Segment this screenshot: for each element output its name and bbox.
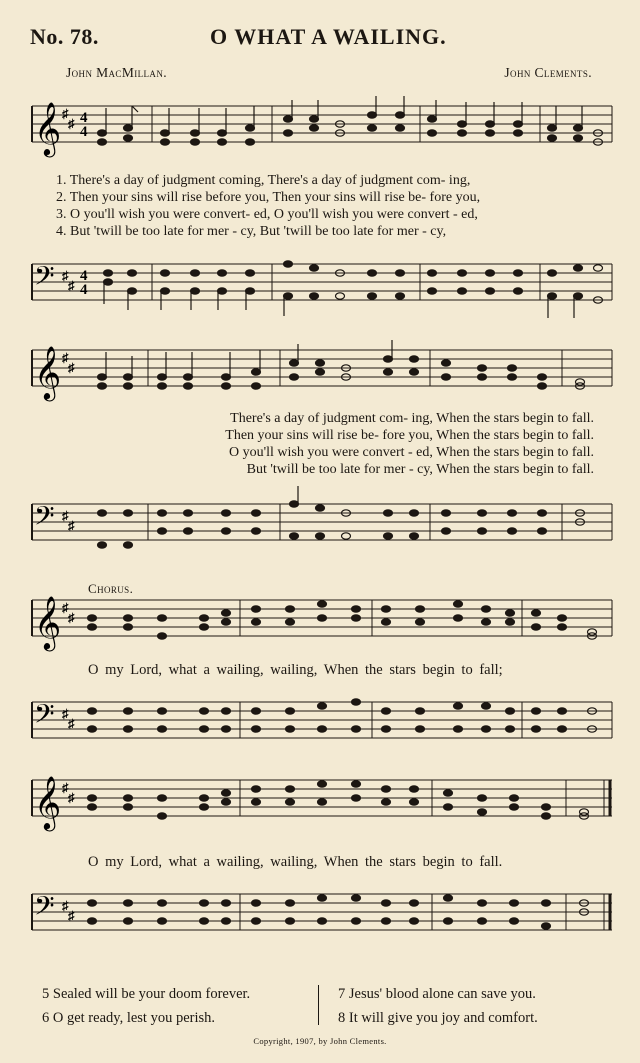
svg-text:𝄞: 𝄞 <box>34 595 62 649</box>
svg-text:♯: ♯ <box>68 610 75 625</box>
refrain-lyrics <box>225 410 594 478</box>
svg-text:4: 4 <box>80 268 88 284</box>
bass-clef-icon: 𝄢 <box>34 260 55 298</box>
svg-text:♯: ♯ <box>62 780 69 795</box>
key-signature-icon: ♯ <box>62 106 69 121</box>
svg-text:♯: ♯ <box>62 600 69 615</box>
svg-text:♯: ♯ <box>62 268 69 283</box>
chorus-lyric-line-2: O my Lord, what a wailing, wailing, When the stars begin to fall. <box>88 854 503 870</box>
divider <box>318 985 319 1025</box>
svg-text:𝄢: 𝄢 <box>34 698 55 736</box>
bass-staff-1 <box>0 256 640 322</box>
extra-stanza: 6 O get ready, lest you perish. <box>42 1010 216 1026</box>
svg-text:♯: ♯ <box>62 706 69 721</box>
stanza-line: 3. O you'll wish you were convert- ed, O you'll wish you were convert - ed, <box>56 207 478 222</box>
svg-text:𝄢: 𝄢 <box>34 890 55 928</box>
svg-text:♯: ♯ <box>68 278 75 293</box>
svg-text:♯: ♯ <box>68 116 75 131</box>
extra-stanza: 5 Sealed will be your doom forever. <box>42 986 251 1002</box>
composer-credit: John Clements. <box>504 65 592 80</box>
refrain-line: O you'll wish you were convert - ed, When the stars begin to fall. <box>228 445 594 460</box>
svg-text:♯: ♯ <box>68 908 75 923</box>
bass-staff-3 <box>0 688 640 750</box>
extra-stanza: 8 It will give you joy and comfort. <box>338 1010 538 1026</box>
lyricist-credit: John MacMillan. <box>66 65 168 80</box>
treble-staff-3 <box>0 592 640 654</box>
svg-text:𝄞: 𝄞 <box>34 345 62 399</box>
stanza-line: 4. But 'twill be too late for mer - cy, But 'twill be too late for mer - cy, <box>56 224 447 239</box>
svg-text:♯: ♯ <box>62 898 69 913</box>
extra-stanzas-left <box>42 986 250 1034</box>
refrain-line: There's a day of judgment com- ing, When the stars begin to fall. <box>230 411 594 426</box>
hymn-number: No. 78. <box>30 24 99 49</box>
svg-text:4: 4 <box>80 282 88 298</box>
chorus-label: Chorus. <box>88 581 134 596</box>
refrain-line: But 'twill be too late for mer - cy, When the stars begin to fall. <box>246 462 594 477</box>
svg-text:♯: ♯ <box>62 350 69 365</box>
stanza-line: 2. Then your sins will rise before you, Then your sins will rise be- fore you, <box>56 190 481 205</box>
svg-text:♯: ♯ <box>68 790 75 805</box>
refrain-line: Then your sins will rise be- fore you, When the stars begin to fall. <box>225 428 594 443</box>
treble-clef-icon: 𝄞 <box>34 101 62 155</box>
extra-stanza: 7 Jesus' blood alone can save you. <box>338 986 536 1002</box>
chorus-lyric-line-1: O my Lord, what a wailing, wailing, When the stars begin to fall; <box>88 662 503 678</box>
svg-text:♯: ♯ <box>62 508 69 523</box>
copyright-notice: Copyright, 1907, by John Clements. <box>253 1036 387 1046</box>
stanza-line: 1. There's a day of judgment coming, There's a day of judgment com- ing, <box>56 173 471 188</box>
svg-text:𝄢: 𝄢 <box>34 500 55 538</box>
svg-text:♯: ♯ <box>68 518 75 533</box>
svg-text:♯: ♯ <box>68 716 75 731</box>
svg-text:♯: ♯ <box>68 360 75 375</box>
svg-text:4: 4 <box>80 124 88 140</box>
treble-staff-4 <box>0 772 640 834</box>
treble-staff-1 <box>0 98 640 160</box>
bass-staff-2 <box>0 490 640 562</box>
svg-text:4: 4 <box>80 110 88 126</box>
bass-staff-4 <box>0 880 640 944</box>
extra-stanzas-right <box>338 986 538 1034</box>
treble-staff-2 <box>0 342 640 404</box>
svg-text:𝄞: 𝄞 <box>34 775 62 829</box>
verse-lyrics-1 <box>56 172 480 240</box>
hymn-title: O WHAT A WAILING. <box>210 24 447 49</box>
